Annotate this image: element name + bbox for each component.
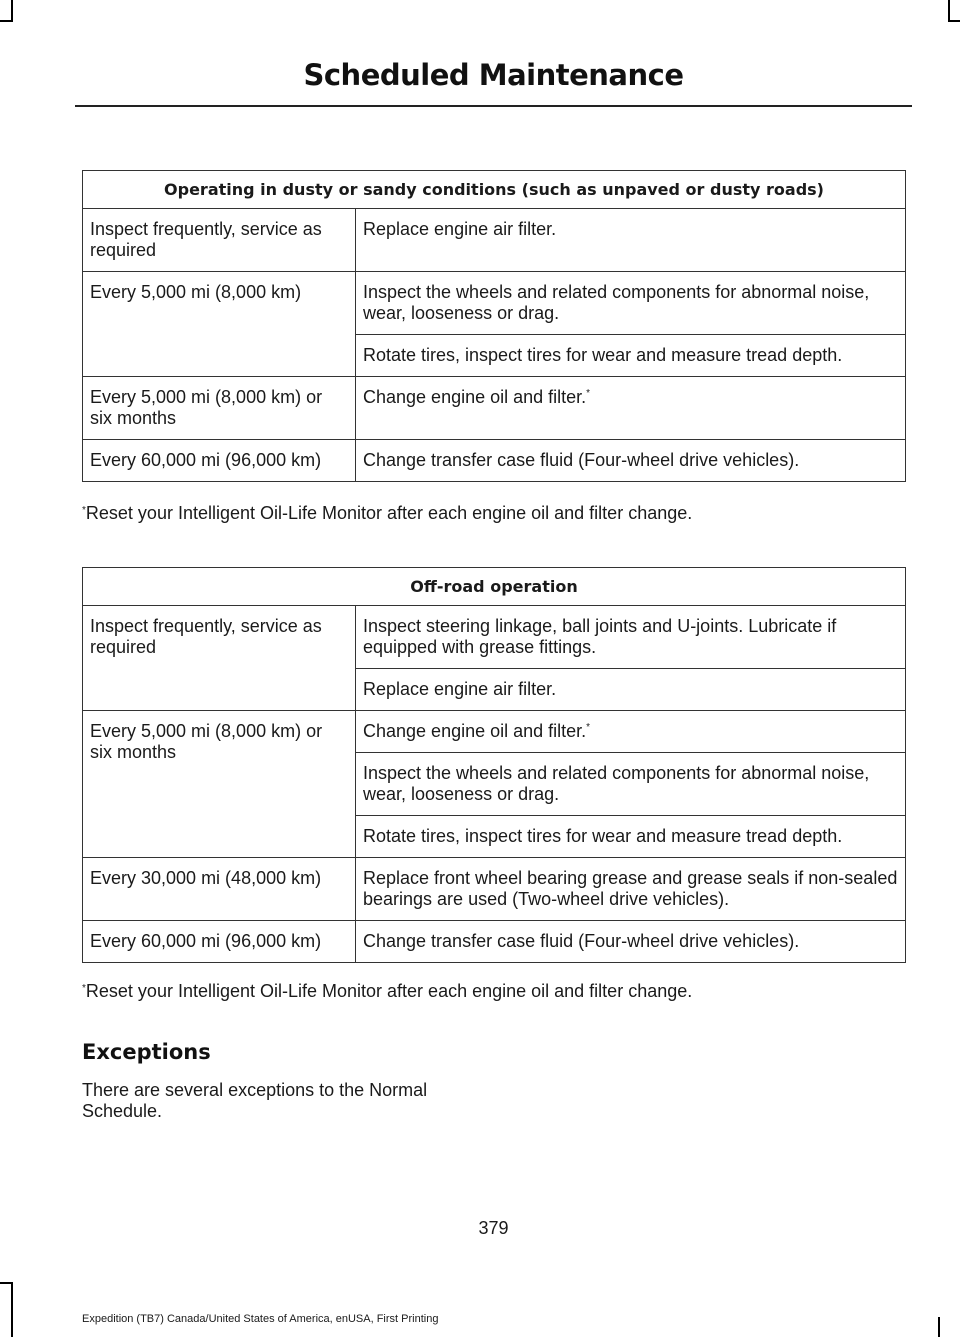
table-row: [83, 272, 906, 335]
crop-mark: [11, 0, 13, 20]
footnote: [82, 981, 692, 1002]
footnote-marker: *: [82, 983, 86, 994]
task-cell: [356, 711, 906, 753]
section-body: There are several exceptions to the Normal Schedule.: [82, 1080, 428, 1121]
table-header: Operating in dusty or sandy conditions (such as unpaved or dusty roads): [83, 171, 906, 209]
table-row: [83, 440, 906, 482]
footnote-text: Reset your Intelligent Oil-Life Monitor after each engine oil and filter change.: [85, 503, 693, 523]
task-cell: Rotate tires, inspect tires for wear and measure tread depth.: [356, 335, 906, 377]
crop-mark: [948, 0, 950, 20]
table-row: [83, 606, 906, 669]
table-row: [83, 711, 906, 753]
footnote-marker: *: [586, 722, 591, 733]
title-divider: [75, 105, 912, 107]
task-cell: Inspect the wheels and related components for abnormal noise, wear, looseness or drag.: [356, 753, 906, 816]
table-row: [83, 858, 906, 921]
task-cell: Change transfer case fluid (Four-wheel drive vehicles).: [356, 440, 906, 482]
off-road-table: [82, 567, 906, 963]
crop-mark: [0, 20, 13, 22]
section-heading: Exceptions: [82, 1040, 211, 1064]
task-text: Change engine oil and filter.: [363, 721, 587, 741]
crop-mark: [938, 1317, 940, 1337]
task-cell: Change transfer case fluid (Four-wheel drive vehicles).: [356, 921, 906, 963]
footnote-text: Reset your Intelligent Oil-Life Monitor after each engine oil and filter change.: [85, 981, 693, 1001]
crop-mark: [948, 20, 960, 22]
interval-cell: Every 60,000 mi (96,000 km): [83, 440, 356, 482]
footnote-marker: *: [586, 388, 591, 399]
interval-cell: Every 5,000 mi (8,000 km) or six months: [83, 711, 356, 858]
task-cell: Replace engine air filter.: [356, 669, 906, 711]
interval-cell: Every 5,000 mi (8,000 km) or six months: [83, 377, 356, 440]
task-cell: Inspect the wheels and related components for abnormal noise, wear, looseness or drag.: [356, 272, 906, 335]
table-header: Off-road operation: [83, 568, 906, 606]
crop-mark: [0, 1282, 13, 1284]
table-row: [83, 377, 906, 440]
interval-cell: Inspect frequently, service as required: [83, 209, 356, 272]
interval-cell: Inspect frequently, service as required: [83, 606, 356, 711]
footnote-marker: *: [82, 505, 86, 516]
crop-mark: [11, 1282, 13, 1337]
interval-cell: Every 30,000 mi (48,000 km): [83, 858, 356, 921]
page-number: 379: [478, 1218, 509, 1238]
task-cell: [356, 377, 906, 440]
dusty-conditions-table: [82, 170, 906, 482]
page-title: Scheduled Maintenance: [303, 58, 684, 92]
interval-cell: Every 5,000 mi (8,000 km): [83, 272, 356, 377]
page-footer: Expedition (TB7) Canada/United States of America, enUSA, First Printing: [82, 1313, 439, 1325]
interval-cell: Every 60,000 mi (96,000 km): [83, 921, 356, 963]
footnote: [82, 503, 692, 524]
task-cell: Rotate tires, inspect tires for wear and measure tread depth.: [356, 816, 906, 858]
task-cell: Inspect steering linkage, ball joints and U-joints. Lubricate if equipped with grease fittings.: [356, 606, 906, 669]
task-cell: Replace engine air filter.: [356, 209, 906, 272]
table-row: [83, 921, 906, 963]
task-cell: Replace front wheel bearing grease and grease seals if non-sealed bearings are used (Two-wheel drive vehicles).: [356, 858, 906, 921]
table-row: [83, 209, 906, 272]
task-text: Change engine oil and filter.: [363, 387, 587, 407]
